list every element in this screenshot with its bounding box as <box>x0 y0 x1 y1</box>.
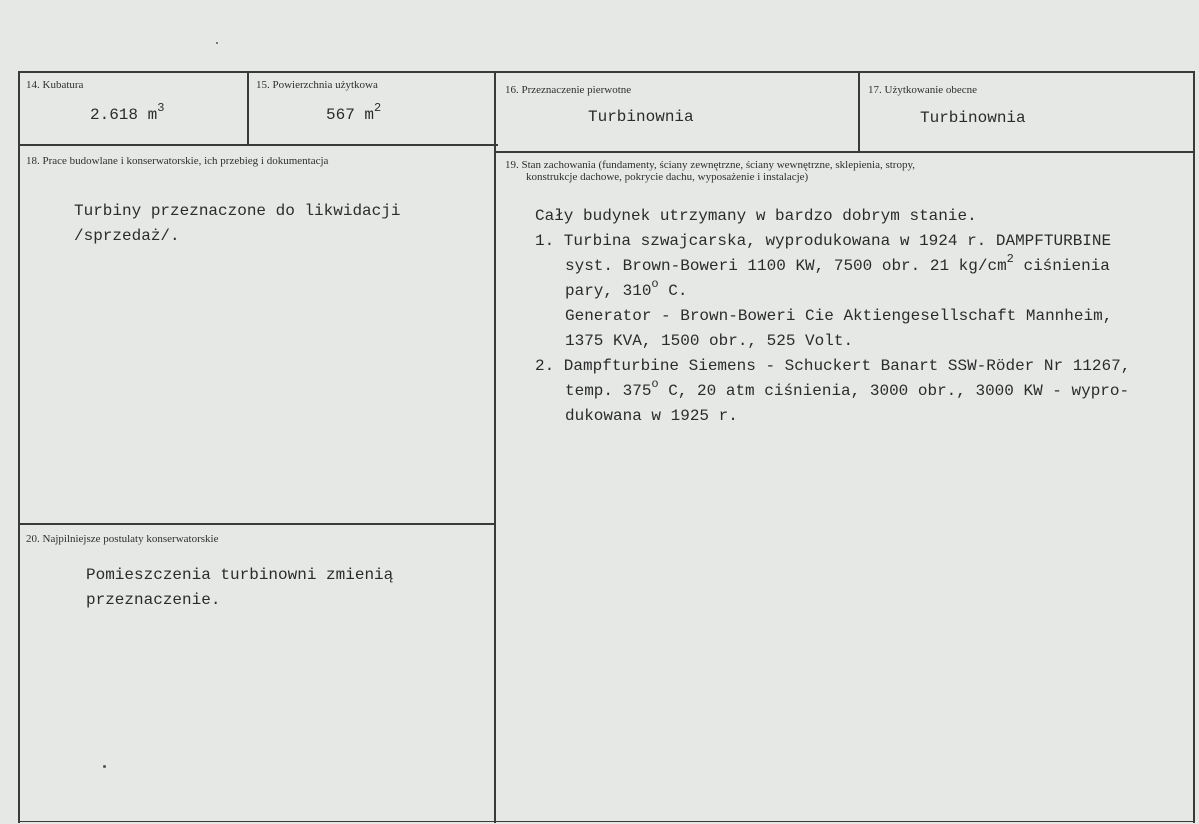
left-border <box>18 71 20 823</box>
stan-item2-line2-tail: C, 20 atm ciśnienia, 3000 obr., 3000 KW - wypro- <box>658 382 1130 400</box>
bottom-rule <box>18 821 1194 822</box>
scan-speck <box>103 765 106 768</box>
uzytkowanie-obecne-value: Turbinownia <box>920 109 1026 127</box>
prace-budowlane-line-2: /sprzedaż/. <box>74 227 180 245</box>
prace-budowlane-label: 18. Prace budowlane i konserwatorskie, ich przebieg i dokumentacja <box>26 155 329 167</box>
stan-item1-line1: 1. Turbina szwajcarska, wyprodukowana w 1924 r. DAMPFTURBINE <box>535 232 1112 250</box>
stan-item1-line3 <box>535 276 1185 304</box>
postulaty-line-2: przeznaczenie. <box>86 591 221 609</box>
powierzchnia-value <box>326 100 382 127</box>
kubatura-unit-exponent: 3 <box>157 100 165 115</box>
stan-item2-line3: dukowana w 1925 r. <box>565 407 738 425</box>
sec20-top-rule <box>18 523 496 525</box>
stan-item1-line2-exponent: 2 <box>1006 251 1014 266</box>
powierzchnia-unit-exponent: 2 <box>374 100 382 115</box>
stan-item2-line2 <box>535 376 1185 404</box>
center-divider <box>494 71 496 823</box>
stan-item1-line3-tail: C. <box>658 282 688 300</box>
stan-intro: Cały budynek utrzymany w bardzo dobrym stanie. <box>535 207 977 225</box>
kubatura-number: 2.618 m <box>90 106 158 124</box>
postulaty-label: 20. Najpilniejsze postulaty konserwatorskie <box>26 533 219 545</box>
kubatura-label: 14. Kubatura <box>26 79 84 91</box>
postulaty-line-1: Pomieszczenia turbinowni zmienią <box>86 566 394 584</box>
stan-item1-line2-tail: ciśnienia <box>1013 257 1110 275</box>
stan-item1-line4: Generator - Brown-Boweri Cie Aktiengesellschaft Mannheim, <box>565 307 1113 325</box>
stan-item2-line1: 2. Dampfturbine Siemens - Schuckert Banart SSW-Röder Nr 11267, <box>535 357 1131 375</box>
top-rule <box>18 71 1194 73</box>
stan-item1-line2-text: syst. Brown-Boweri 1100 KW, 7500 obr. 21 kg/cm <box>565 257 1007 275</box>
stan-item1-line5: 1375 KVA, 1500 obr., 525 Volt. <box>565 332 854 350</box>
stan-item2-line2-degree: o <box>651 376 659 391</box>
uzytkowanie-obecne-label: 17. Użytkowanie obecne <box>868 84 978 96</box>
scan-speck <box>216 42 218 44</box>
przeznaczenie-pierwotne-value: Turbinownia <box>588 108 694 126</box>
stan-item1-line3-text: pary, 310 <box>565 282 652 300</box>
stan-item2-line2-text: temp. 375 <box>565 382 652 400</box>
stan-zachowania-label-2: konstrukcje dachowe, pokrycie dachu, wyposażenie i instalacje) <box>526 171 809 183</box>
header-bottom-rule-right <box>495 151 1194 153</box>
header-bottom-rule-left <box>18 144 498 146</box>
przeznaczenie-pierwotne-label: 16. Przeznaczenie pierwotne <box>505 84 632 96</box>
divider-14-15 <box>247 71 249 145</box>
stan-zachowania-text <box>535 204 1185 429</box>
powierzchnia-number: 567 m <box>326 106 375 124</box>
kubatura-value <box>90 100 165 127</box>
stan-item1-line2 <box>535 251 1185 279</box>
right-border <box>1193 71 1195 823</box>
divider-16-17 <box>858 71 860 152</box>
prace-budowlane-line-1: Turbiny przeznaczone do likwidacji <box>74 202 401 220</box>
stan-item1-line3-degree: o <box>651 276 659 291</box>
stan-zachowania-label-1: 19. Stan zachowania (fundamenty, ściany zewnętrzne, ściany wewnętrzne, sklepienia, stropy, <box>505 159 916 171</box>
powierzchnia-label: 15. Powierzchnia użytkowa <box>256 79 378 91</box>
